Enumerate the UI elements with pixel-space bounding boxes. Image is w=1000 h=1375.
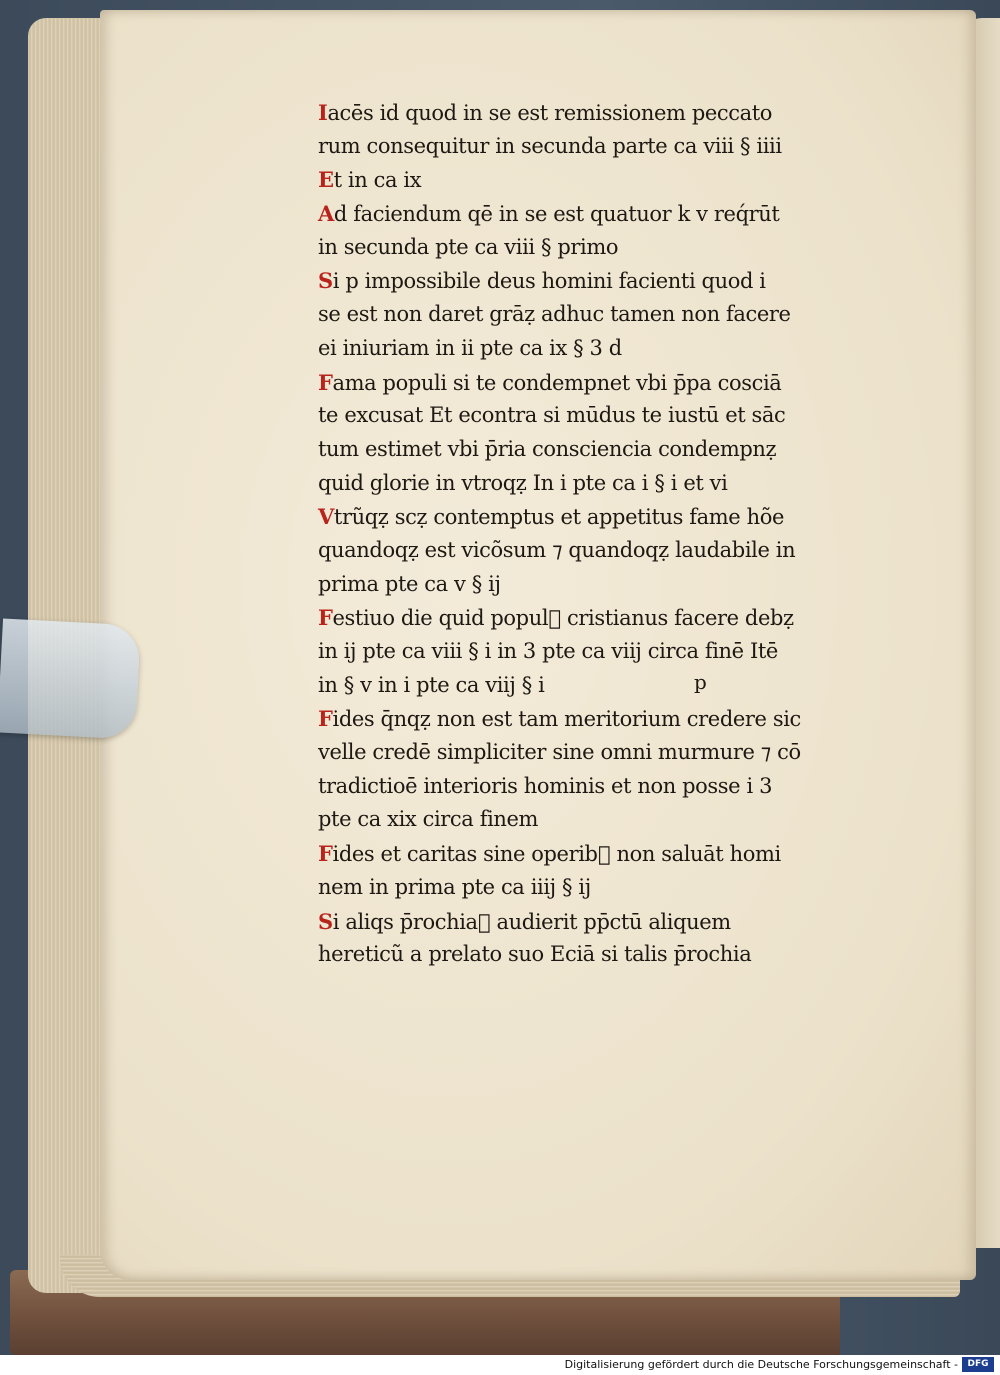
- line-text: i aliqs p̄rochia᷒ audierit pp̄ctū aliquem: [332, 909, 731, 934]
- line-text: te excusat Et econtra si mūdus te iustū et sāc: [318, 403, 786, 428]
- rubricated-initial: I: [318, 100, 328, 125]
- text-line: [318, 601, 858, 635]
- text-line: [318, 837, 858, 871]
- line-text: prima pte ca v § ij: [318, 571, 501, 596]
- line-text: acēs id quod in se est remissionem peccato: [327, 101, 773, 125]
- line-text: i p impossibile deus homini facienti quod i: [332, 269, 766, 294]
- text-line: [318, 163, 858, 197]
- rubricated-initial: E: [318, 167, 334, 193]
- text-line: [318, 871, 858, 905]
- marginal-mark: p: [694, 670, 707, 694]
- line-text: tradictioē interioris hominis et non posse i 3: [318, 773, 773, 798]
- footer-credit: Digitalisierung gefördert durch die Deutsche Forschungsgemeinschaft -: [564, 1358, 958, 1371]
- text-line: [318, 770, 858, 804]
- line-text: hereticũ a prelato suo Eciā si talis p̄rochia: [318, 942, 752, 967]
- text-line: [318, 96, 858, 130]
- line-text: velle credē simpliciter sine omni murmure ⁊ cō: [318, 740, 801, 765]
- line-text: ei iniuriam in ii pte ca ix § 3 d: [318, 335, 622, 360]
- text-line: [318, 635, 858, 669]
- line-text: quandoqẓ est vicõsum ⁊ quandoqẓ laudabile in: [318, 537, 796, 562]
- line-text: ama populi si te condempnet vbi p̄pa cosciā: [332, 370, 782, 395]
- line-text: t in ca ix: [333, 168, 422, 193]
- line-text: rum consequitur in secunda parte ca viii § iiii: [318, 133, 782, 158]
- text-line: [318, 938, 858, 972]
- line-text: in § v in i pte ca viij § i: [318, 672, 545, 697]
- text-line: [318, 264, 858, 298]
- line-text: tum estimet vbi p̄ria consciencia condempnẓ: [318, 436, 777, 461]
- text-line: [318, 467, 858, 501]
- line-text: se est non daret grāẓ adhuc tamen non facere: [318, 302, 791, 327]
- page-clip: [0, 618, 141, 739]
- rubricated-initial: F: [318, 706, 333, 732]
- line-text: ides q̄nqẓ non est tam meritorium credere sic: [332, 707, 801, 732]
- text-line: [318, 197, 858, 231]
- text-block: [318, 96, 858, 972]
- text-line: [318, 500, 858, 534]
- line-text: estiuo die quid popul᷒ cristianus facere debẓ: [332, 606, 794, 631]
- rubricated-initial: S: [318, 908, 333, 934]
- dfg-logo[interactable]: DFG: [962, 1357, 994, 1372]
- line-text: trũqẓ scẓ contemptus et appetitus fame hõe: [333, 505, 784, 530]
- rubricated-initial: S: [318, 268, 333, 294]
- line-text: quid glorie in vtroqẓ In i pte ca i § i et vi: [318, 470, 728, 495]
- text-line: [318, 231, 858, 265]
- text-line: [318, 130, 858, 164]
- line-text: pte ca xix circa finem: [318, 807, 539, 832]
- text-line: [318, 702, 858, 736]
- line-text: ides et caritas sine operib᷒ non saluāt homi: [332, 842, 781, 867]
- text-line: [318, 399, 858, 433]
- text-line: [318, 366, 858, 400]
- text-line: [318, 669, 858, 703]
- text-line: [318, 736, 858, 770]
- line-text: d faciendum qē in se est quatuor k v req́rūt: [333, 202, 780, 227]
- rubricated-initial: F: [318, 841, 333, 867]
- text-line: [318, 803, 858, 837]
- rubricated-initial: F: [318, 605, 333, 631]
- rubricated-initial: F: [318, 369, 333, 395]
- line-text: in ij pte ca viii § i in 3 pte ca viij circa finē Itē: [318, 639, 778, 663]
- line-text: nem in prima pte ca iiij § ij: [318, 874, 591, 899]
- text-line: [318, 568, 858, 602]
- rubricated-initial: V: [318, 504, 334, 530]
- line-text: in secunda pte ca viii § primo: [318, 234, 619, 259]
- text-line: [318, 298, 858, 332]
- text-line: [318, 433, 858, 467]
- footer-bar: [0, 1355, 1000, 1375]
- rubricated-initial: A: [318, 201, 334, 227]
- text-line: [318, 905, 858, 939]
- text-line: [318, 332, 858, 366]
- text-line: [318, 534, 858, 568]
